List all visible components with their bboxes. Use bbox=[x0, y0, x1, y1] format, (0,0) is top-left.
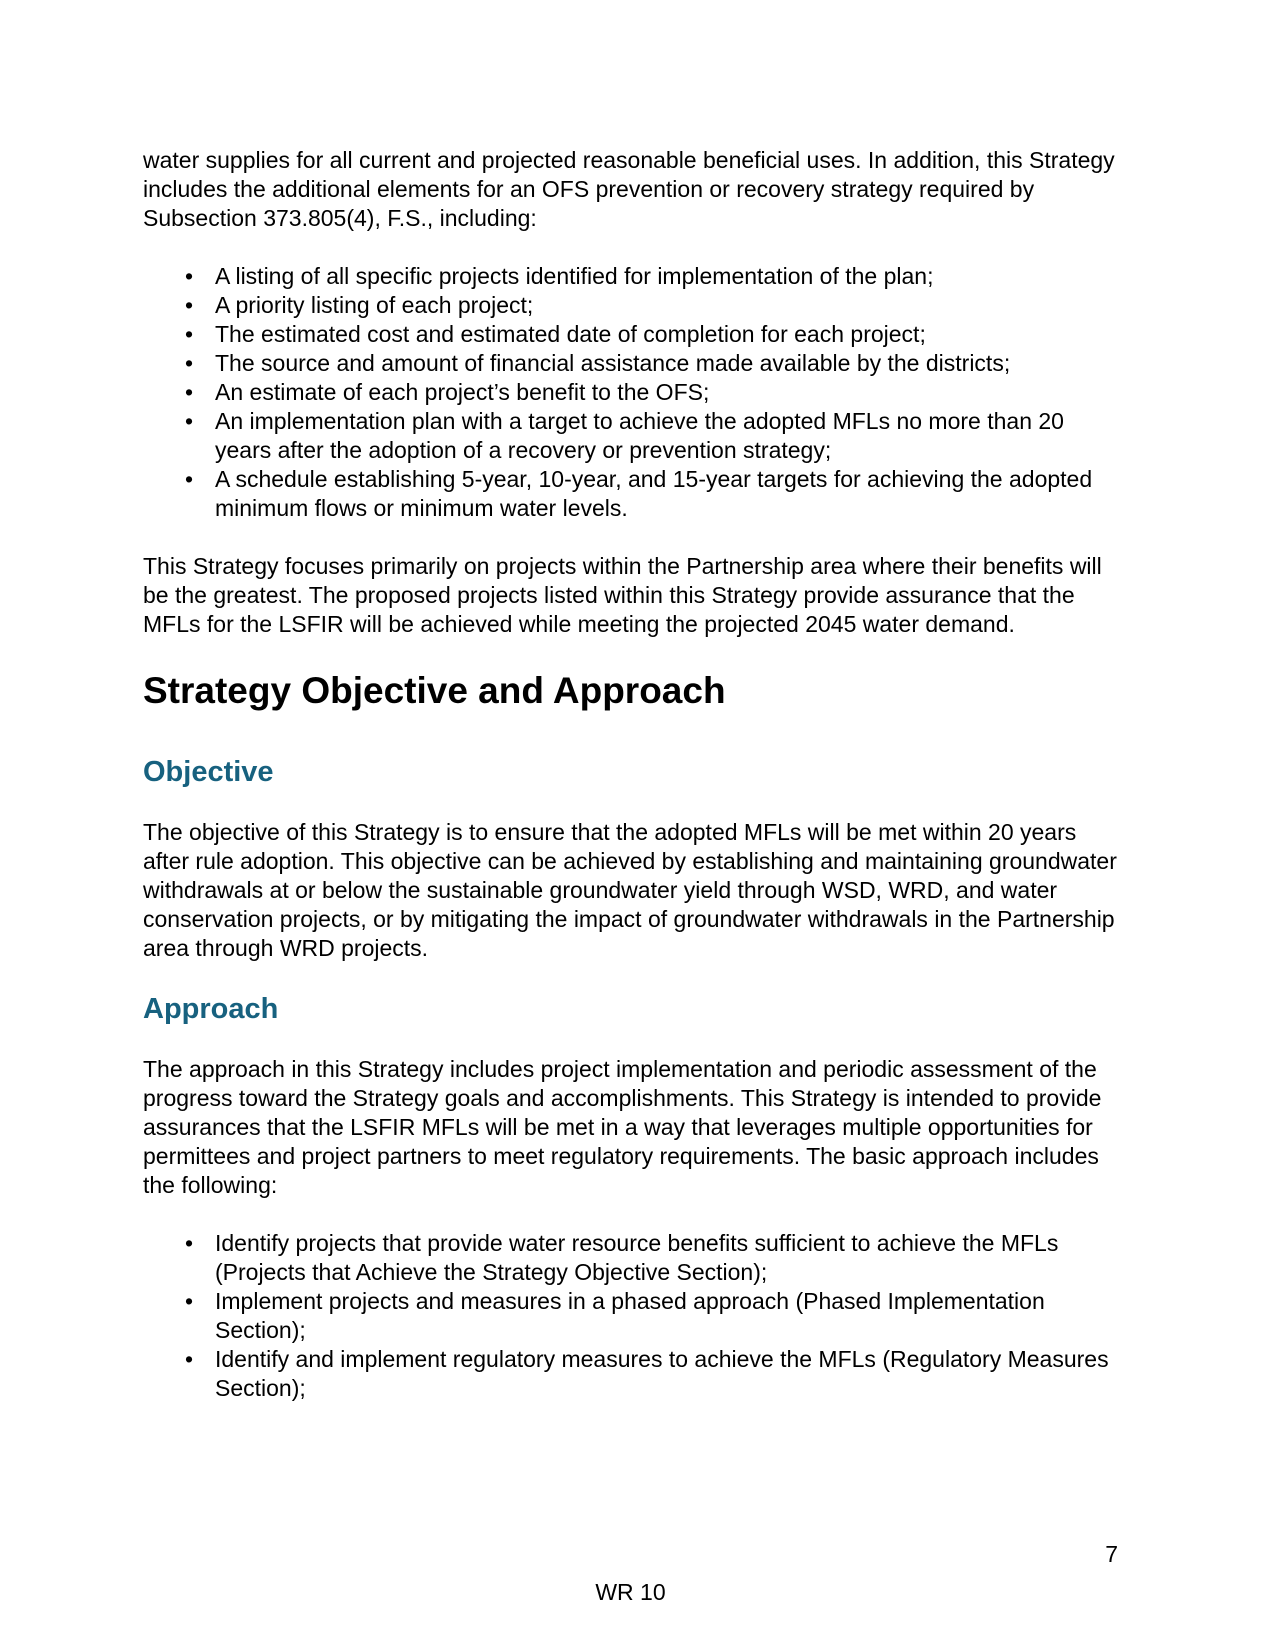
requirements-bullet-list bbox=[143, 262, 1118, 523]
approach-bullet-list bbox=[143, 1229, 1118, 1403]
section-heading-strategy-objective-and-approach: Strategy Objective and Approach bbox=[143, 670, 726, 711]
subsection-heading-objective: Objective bbox=[143, 756, 274, 788]
page-number: 7 bbox=[1105, 1541, 1118, 1567]
list-item: • Implement projects and measures in a phased approach (Phased Implementation Section); bbox=[143, 1287, 1118, 1345]
subsection-heading-approach: Approach bbox=[143, 993, 279, 1025]
strategy-focus-paragraph: This Strategy focuses primarily on projects within the Partnership area where their benefits will be the greatest. The proposed projects listed within this Strategy provide assurance that the MFLs for the LSFIR will be achieved while meeting the projected 2045 water demand. bbox=[143, 553, 1102, 637]
footer-text: WR 10 bbox=[595, 1579, 666, 1605]
list-item: • The estimated cost and estimated date of completion for each project; bbox=[143, 320, 1118, 349]
list-item: • A schedule establishing 5-year, 10-year, and 15-year targets for achieving the adopted minimum flows or minimum water levels. bbox=[143, 465, 1118, 523]
list-item: • A listing of all specific projects identified for implementation of the plan; bbox=[143, 262, 1118, 291]
approach-paragraph: The approach in this Strategy includes project implementation and periodic assessment of the progress toward the Strategy goals and accomplishments. This Strategy is intended to provide assurances that the LSFIR MFLs will be met in a way that leverages multiple opportunities for permittees and project partners to meet regulatory requirements. The basic approach includes the following: bbox=[143, 1056, 1102, 1198]
list-item: • The source and amount of financial assistance made available by the districts; bbox=[143, 349, 1118, 378]
list-item: • Identify and implement regulatory measures to achieve the MFLs (Regulatory Measures Section); bbox=[143, 1345, 1118, 1403]
list-item: • An implementation plan with a target to achieve the adopted MFLs no more than 20 years after the adoption of a recovery or prevention strategy; bbox=[143, 407, 1118, 465]
objective-paragraph: The objective of this Strategy is to ensure that the adopted MFLs will be met within 20 years after rule adoption. This objective can be achieved by establishing and maintaining groundwater withdrawals at or below the sustainable groundwater yield through WSD, WRD, and water conservation projects, or by mitigating the impact of groundwater withdrawals in the Partnership area through WRD projects. bbox=[143, 819, 1117, 961]
list-item: • An estimate of each project’s benefit to the OFS; bbox=[143, 378, 1118, 407]
list-item: • Identify projects that provide water resource benefits sufficient to achieve the MFLs (Projects that Achieve the Strategy Objective Section); bbox=[143, 1229, 1118, 1287]
intro-paragraph: water supplies for all current and projected reasonable beneficial uses. In addition, this Strategy includes the additional elements for an OFS prevention or recovery strategy required by Subsection 373.805(4), F.S., including: bbox=[143, 147, 1115, 231]
list-item: • A priority listing of each project; bbox=[143, 291, 1118, 320]
